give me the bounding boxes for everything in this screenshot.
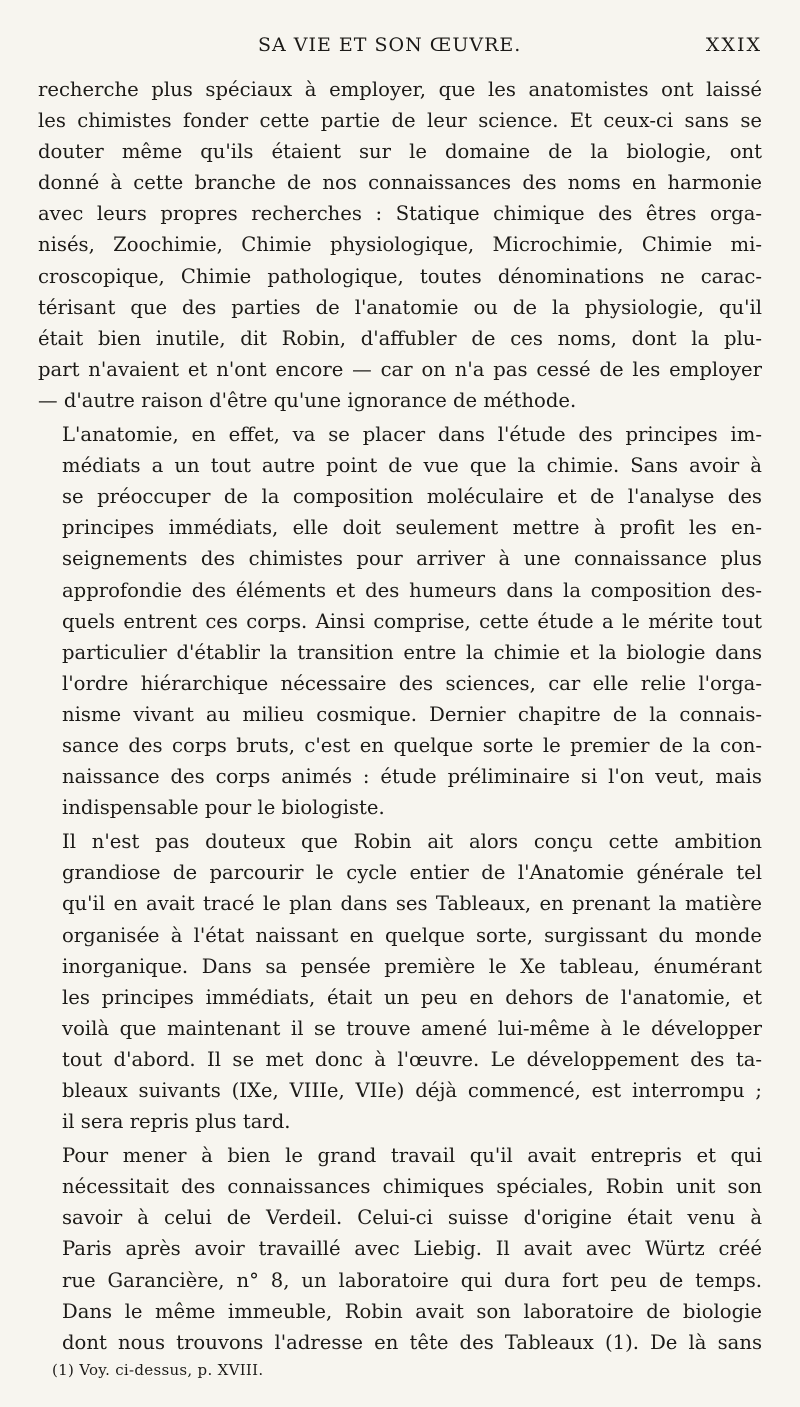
text-line: était bien inutile, dit Robin, d'affubler de ces noms, dont la plu- xyxy=(38,326,762,350)
text-line: avec leurs propres recherches : Statique chimique des êtres orga- xyxy=(38,202,762,226)
text-line: Pour mener à bien le grand travail qu'il avait entrepris et qui xyxy=(62,1144,762,1168)
paragraph xyxy=(38,826,762,1137)
text-line: il sera repris plus tard. xyxy=(62,1110,291,1134)
text-line: médiats a un tout autre point de vue que la chimie. Sans avoir à xyxy=(62,454,762,478)
text-line: naissance des corps animés : étude préliminaire si l'on veut, mais xyxy=(62,765,762,789)
text-line: les principes immédiats, était un peu en dehors de l'anatomie, et xyxy=(62,985,762,1009)
text-line: approfondie des éléments et des humeurs dans la composition des- xyxy=(62,578,762,602)
text-line: bleaux suivants (IXe, VIIIe, VIIe) déjà commencé, est interrompu ; xyxy=(62,1079,762,1102)
text-line: savoir à celui de Verdeil. Celui-ci suisse d'origine était venu à xyxy=(62,1206,762,1230)
text-line: recherche plus spéciaux à employer, que les anatomistes ont laissé xyxy=(38,78,762,101)
text-line: nisés, Zoochimie, Chimie physiologique, Microchimie, Chimie mi- xyxy=(38,233,762,257)
text-line: donné à cette branche de nos connaissances des noms en harmonie xyxy=(38,171,762,195)
text-line: douter même qu'ils étaient sur le domaine de la biologie, ont xyxy=(38,140,762,164)
text-line: les chimistes fonder cette partie de leur science. Et ceux-ci sans se xyxy=(38,109,762,133)
text-line: L'anatomie, en effet, va se placer dans l'étude des principes im- xyxy=(62,423,762,447)
body-text xyxy=(38,74,762,1358)
paragraph xyxy=(38,74,762,416)
running-head xyxy=(40,34,762,64)
text-line: croscopique, Chimie pathologique, toutes dénominations ne carac- xyxy=(38,264,762,288)
text-line: quels entrent ces corps. Ainsi comprise, cette étude a le mérite tout xyxy=(62,609,762,633)
text-line: part n'avaient et n'ont encore — car on n'a pas cessé de les employer xyxy=(38,357,762,381)
text-line: tout d'abord. Il se met donc à l'œuvre. Le développement des ta- xyxy=(62,1047,762,1071)
page-number: XXIX xyxy=(705,34,762,56)
text-line: indispensable pour le biologiste. xyxy=(62,796,385,820)
text-line: sance des corps bruts, c'est en quelque sorte le premier de la con- xyxy=(62,733,762,757)
text-line: qu'il en avait tracé le plan dans ses Tableaux, en prenant la matière xyxy=(62,892,762,916)
text-line: Paris après avoir travaillé avec Liebig. Il avait avec Würtz créé xyxy=(62,1237,762,1261)
text-line: dont nous trouvons l'adresse en tête des Tableaux (1). De là sans xyxy=(62,1330,762,1354)
text-line: organisée à l'état naissant en quelque sorte, surgissant du monde xyxy=(62,923,762,947)
text-line: nisme vivant au milieu cosmique. Dernier chapitre de la connais- xyxy=(62,702,762,726)
text-line: l'ordre hiérarchique nécessaire des sciences, car elle relie l'orga- xyxy=(62,671,762,695)
text-line: térisant que des parties de l'anatomie ou de la physiologie, qu'il xyxy=(38,295,762,319)
paragraph xyxy=(38,419,762,823)
text-line: particulier d'établir la transition entre la chimie et la biologie dans xyxy=(62,640,762,664)
footnote: (1) Voy. ci-dessus, p. XVIII. xyxy=(52,1361,264,1379)
paragraph xyxy=(38,1140,762,1358)
text-line: se préoccuper de la composition moléculaire et de l'analyse des xyxy=(62,485,762,509)
text-line: Il n'est pas douteux que Robin ait alors conçu cette ambition xyxy=(62,830,762,854)
text-line: nécessitait des connaissances chimiques spéciales, Robin unit son xyxy=(62,1175,762,1199)
text-line: principes immédiats, elle doit seulement mettre à profit les en- xyxy=(62,516,762,540)
text-line: voilà que maintenant il se trouve amené lui-même à le développer xyxy=(62,1016,762,1040)
running-title: SA VIE ET SON ŒUVRE. xyxy=(258,34,522,56)
text-line: Dans le même immeuble, Robin avait son laboratoire de biologie xyxy=(62,1299,762,1323)
text-line: grandiose de parcourir le cycle entier de l'Anatomie générale tel xyxy=(62,861,762,885)
text-line: rue Garancière, n° 8, un laboratoire qui dura fort peu de temps. xyxy=(62,1268,762,1292)
text-line: seignements des chimistes pour arriver à une connaissance plus xyxy=(62,547,762,571)
text-line: — d'autre raison d'être qu'une ignorance de méthode. xyxy=(38,388,577,412)
text-line: inorganique. Dans sa pensée première le Xe tableau, énumérant xyxy=(62,954,762,978)
